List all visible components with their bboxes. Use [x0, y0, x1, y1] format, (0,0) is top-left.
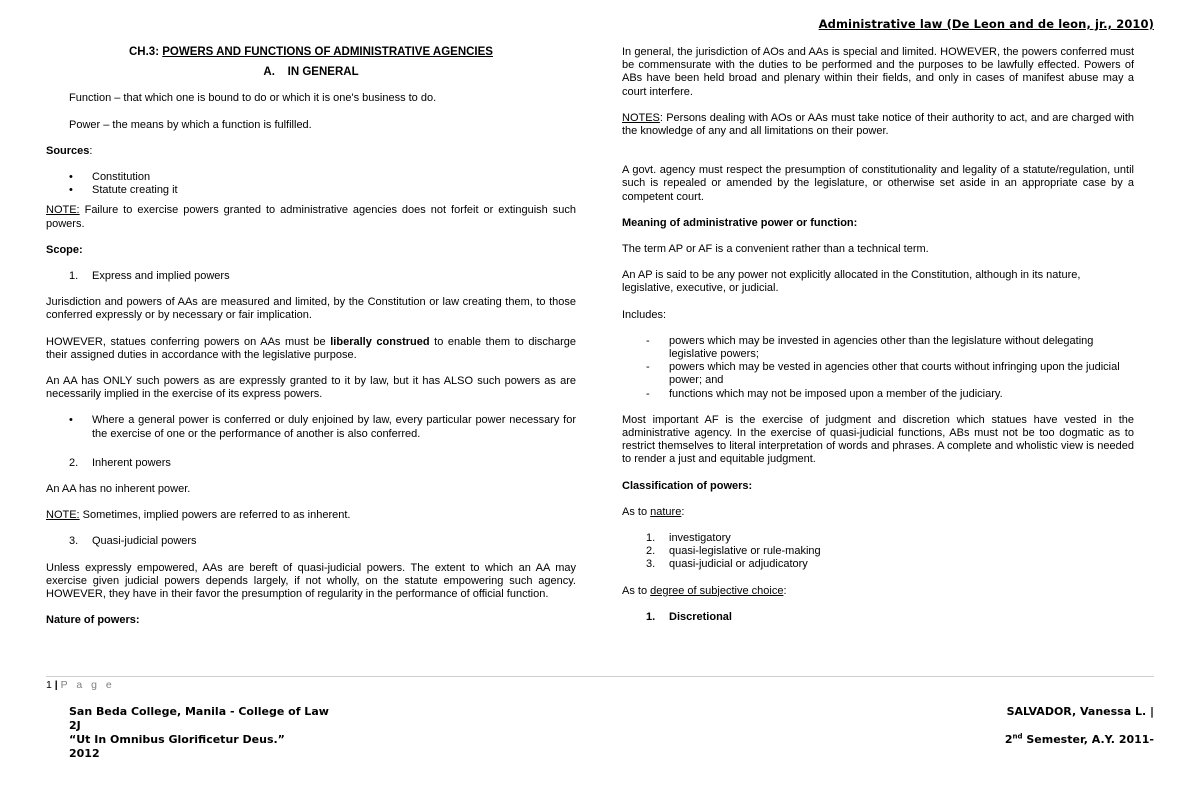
footer-author: SALVADOR, Vanessa L. | 2nd Semester, A.Y. 2011-	[1004, 705, 1154, 746]
list-item: 3. quasi-judicial or adjudicatory	[646, 558, 808, 571]
ap-paragraph: An AP is said to be any power not explicitly allocated in the Constitution, although in its nature, legislative, executive, or judicial.	[622, 269, 1081, 295]
chapter-title: CH.3: POWERS AND FUNCTIONS OF ADMINISTRATIVE AGENCIES	[129, 46, 493, 58]
sources-list	[46, 171, 576, 197]
list-item: - powers which may be invested in agencies other than the legislature without delegating legislative powers;	[646, 334, 1094, 361]
scope-item-inherent: 2. Inherent powers	[69, 456, 171, 469]
footer-semester: 2nd Semester, A.Y. 2011-	[1004, 732, 1154, 746]
bullet-icon: •	[69, 184, 73, 197]
sources-heading: Sources:	[46, 144, 93, 157]
jurisdiction-paragraph: Jurisdiction and powers of AAs are measured and limited, by the Constitution or law creating them, to those conferred expressly or by necessary or fair implication.	[46, 296, 576, 322]
as-to-degree: As to degree of subjective choice:	[622, 584, 787, 597]
right-column	[622, 46, 1134, 624]
note-implied-inherent: NOTE: Sometimes, implied powers are referred to as inherent.	[46, 509, 351, 522]
as-to-nature: As to nature:	[622, 505, 685, 518]
scope-item-express: 1. Express and implied powers	[69, 270, 230, 283]
list-item: 1. investigatory	[646, 532, 731, 545]
however-paragraph: HOWEVER, statues conferring powers on AAs must be liberally construed to enable them to discharge their assigned duties in accordance with the legislative purpose.	[46, 335, 577, 361]
nature-heading: Nature of powers:	[46, 614, 140, 627]
classification-heading: Classification of powers:	[622, 479, 753, 492]
scope-heading: Scope:	[46, 243, 83, 256]
list-item: • Constitution	[69, 171, 151, 184]
list-item: - functions which may not be imposed upon a member of the judiciary.	[646, 387, 1003, 400]
document-header-title: Administrative law (De Leon and de leon, jr., 2010)	[818, 17, 1154, 31]
term-paragraph: The term AP or AF is a convenient rather than a technical term.	[622, 243, 929, 256]
nature-list	[622, 532, 1134, 572]
no-inherent-power: An AA has no inherent power.	[46, 483, 191, 496]
power-definition: Power – the means by which a function is fulfilled.	[69, 118, 312, 131]
section-title: A. IN GENERAL	[263, 66, 359, 79]
list-item: 2. quasi-legislative or rule-making	[646, 545, 821, 558]
bullet-icon: •	[69, 171, 73, 184]
footer-divider	[46, 676, 1154, 677]
scope-item-quasi-judicial: 3. Quasi-judicial powers	[69, 535, 197, 548]
page-number: 1 | P a g e	[46, 679, 115, 691]
list-item: • Statute creating it	[69, 184, 178, 197]
aa-only-paragraph: An AA has ONLY such powers as are expressly granted to it by law, but it has ALSO such powers as are necessarily implied in the exercise of its express powers.	[46, 375, 576, 401]
left-column	[46, 46, 576, 627]
jurisdiction-general-paragraph: In general, the jurisdiction of AOs and AAs is special and limited. HOWEVER, the powers conferred must be commensurate with the duties to be performed and the purposes to be lawfully effected. Powers of ABs have been held broad and plenary within their fields, and only in cases of manifest abuse may a court interfere.	[622, 46, 1134, 98]
discretional-item: 1. Discretional	[646, 610, 732, 623]
includes-list	[622, 335, 1134, 401]
notes-paragraph: NOTES: Persons dealing with AOs or AAs must take notice of their authority to act, and are charged with the knowledge of any and all limitations on their power.	[622, 111, 1134, 138]
includes-label: Includes:	[622, 308, 667, 321]
footer-school: San Beda College, Manila - College of Law 2J “Ut In Omnibus Glorificetur Deus.” 2012	[69, 705, 329, 760]
meaning-heading: Meaning of administrative power or function:	[622, 216, 858, 229]
function-definition: Function – that which one is bound to do or which it is one's business to do.	[69, 92, 437, 105]
most-important-paragraph: Most important AF is the exercise of judgment and discretion which statues have vested in the administrative agency. In the exercise of quasi-judicial functions, ABs must not be too dogmatic as to restrict themselves to literal interpretation of words and phrases. A complete and wholistic view is needed to render a just and equitable judgment.	[622, 413, 1134, 466]
general-power-bullet: • Where a general power is conferred or duly enjoined by law, every particular power necessary for the exercise of one or the performance of another is also conferred.	[69, 414, 576, 440]
govt-agency-paragraph: A govt. agency must respect the presumption of constitutionality and legality of a statute/regulation, until such is repealed or amended by the legislature, or otherwise set aside in an appropriate case by a competent court.	[622, 164, 1134, 203]
bullet-icon: •	[69, 414, 73, 427]
list-item: - powers which may be vested in agencies other that courts without infringing upon the judicial power; and	[646, 361, 1120, 387]
quasi-judicial-paragraph: Unless expressly empowered, AAs are bereft of quasi-judicial powers. The extent to which an AA may exercise given judicial powers depends largely, if not wholly, on the statute empowering such agency. HOWEVER, they have in their favor the presumption of regularity in the performance of official function.	[46, 561, 576, 601]
note-forfeit: NOTE: Failure to exercise powers granted to administrative agencies does not forfeit or extinguish such powers.	[46, 204, 576, 230]
